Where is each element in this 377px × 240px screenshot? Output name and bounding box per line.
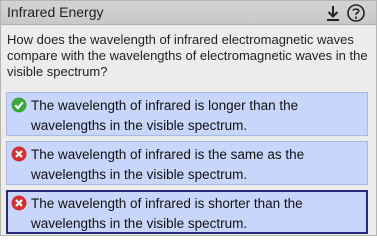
check-icon bbox=[11, 97, 27, 113]
answer-option-1[interactable] bbox=[6, 92, 368, 136]
download-icon[interactable] bbox=[323, 3, 343, 23]
answer-label: The wavelength of infrared is the same as the wavelengths in the visible spectrum. bbox=[31, 147, 305, 182]
title-bar bbox=[1, 1, 376, 25]
answer-label: The wavelength of infrared is shorter than the wavelengths in the visible spectrum. bbox=[31, 196, 303, 231]
help-icon[interactable] bbox=[346, 3, 366, 23]
panel-title: Infrared Energy bbox=[7, 4, 104, 20]
question-text: How does the wavelength of infrared electromagnetic waves compare with the wavelengths of electromagnetic waves in the visible spectrum? bbox=[7, 32, 368, 79]
answer-option-3[interactable] bbox=[6, 190, 368, 234]
x-icon bbox=[11, 195, 27, 211]
answer-option-2[interactable] bbox=[6, 141, 368, 185]
answer-label: The wavelength of infrared is longer than the wavelengths in the visible spectrum. bbox=[31, 98, 299, 133]
x-icon bbox=[11, 146, 27, 162]
